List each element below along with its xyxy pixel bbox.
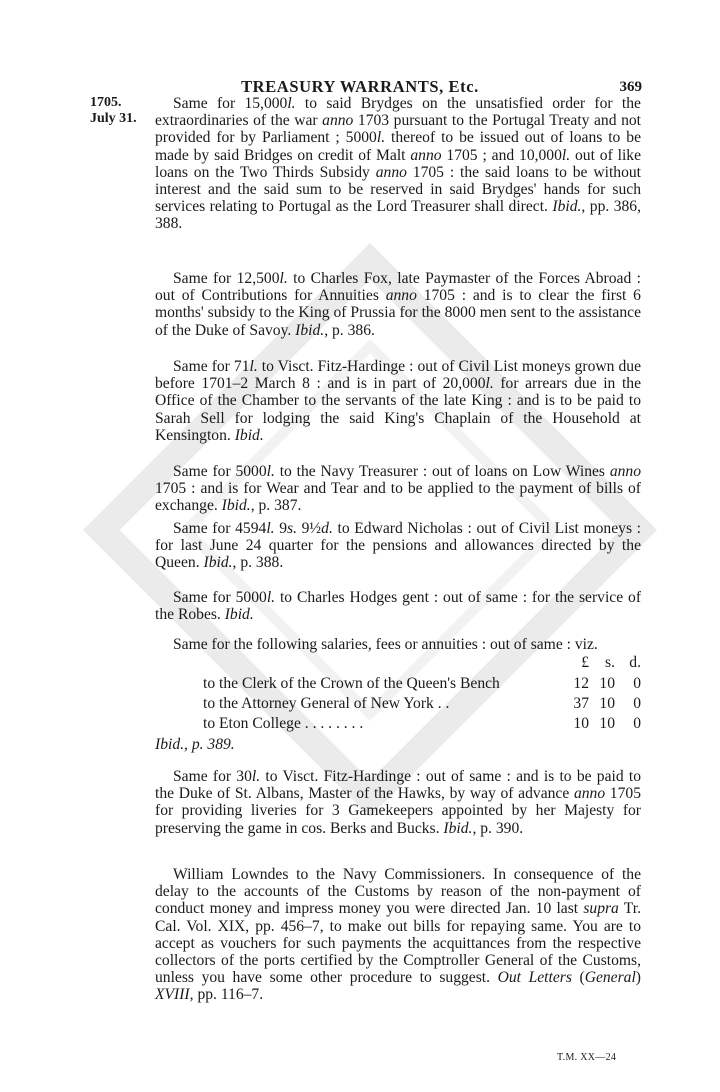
salary-pence: 0 — [633, 675, 641, 692]
salary-pounds: 12 — [573, 675, 589, 692]
warrant-paragraph-nicholas: Same for 4594l. 9s. 9½d. to Edward Nicholas : out of Civil List moneys : for last June 24 quarter for the pensions and allowances directed by the Queen. Ibid., p. 388. — [155, 520, 641, 572]
warrant-paragraph-fox: Same for 12,500l. to Charles Fox, late Paymaster of the Forces Abroad : out of Contributions for Annuities anno 1705 : and is to clear the first 6 months' subsidy to the King of Prussia for the 8000 men sent to the assistance of the Duke of Savoy. Ibid., p. 386. — [155, 270, 641, 339]
salary-row — [155, 715, 641, 732]
salary-description: to the Attorney General of New York . . — [203, 695, 450, 712]
salary-pounds: 10 — [573, 715, 589, 732]
running-header-title: TREASURY WARRANTS, Etc. — [241, 77, 479, 96]
letter-paragraph-lowndes: William Lowndes to the Navy Commissioners. In consequence of the delay to the accounts of the Customs by reason of the non-payment of conduct money and impress money you were directed Jan. 10 last supra Tr. Cal. Vol. XIX, pp. 456–7, to make out bills for repaying same. You are to accept as vouchers for such payments the acquittances from the respective collectors of the ports certified by the Comptroller General of the Customs, unless you have some other procedure to suggest. Out Letters (General) XVIII, pp. 116–7. — [155, 866, 641, 1004]
salary-shillings: 10 — [599, 695, 615, 712]
margin-year: 1705. — [90, 95, 122, 110]
column-header-shillings: s. — [605, 654, 615, 671]
warrant-paragraph-hodges: Same for 5000l. to Charles Hodges gent : out of same : for the service of the Robes. Ibid. — [155, 589, 642, 624]
salary-row — [155, 675, 641, 692]
salary-pence: 0 — [633, 715, 641, 732]
salaries-reference: Ibid., p. 389. — [155, 736, 235, 753]
salary-pence: 0 — [633, 695, 641, 712]
warrant-paragraph-hawks: Same for 30l. to Visct. Fitz-Hardinge : out of same : and is to be paid to the Duke of St. Albans, Master of the Hawks, by way of advance anno 1705 for providing liveries for 3 Gamekeepers appointed by her Majesty for preserving the game in cos. Berks and Bucks. Ibid., p. 390. — [155, 768, 642, 837]
salaries-header-row — [155, 654, 641, 671]
warrant-paragraph-navy-treasurer: Same for 5000l. to the Navy Treasurer : out of loans on Low Wines anno 1705 : and is for Wear and Tear and to be applied to the payment of bills of exchange. Ibid., p. 387. — [155, 463, 641, 515]
margin-date: July 31. — [90, 111, 137, 126]
signature-mark: T.M. XX—24 — [557, 1052, 617, 1063]
salary-pounds: 37 — [573, 695, 589, 712]
salary-shillings: 10 — [599, 675, 615, 692]
column-header-pence: d. — [629, 654, 641, 671]
salary-row — [155, 695, 641, 712]
page-number: 369 — [619, 79, 642, 95]
warrant-paragraph-salaries-intro: Same for the following salaries, fees or annuities : out of same : viz. — [173, 636, 598, 653]
salary-shillings: 10 — [599, 715, 615, 732]
salary-description: to Eton College . . . . . . . . — [203, 715, 364, 732]
warrant-paragraph-fitz-hardinge-chaplain: Same for 71l. to Visct. Fitz-Hardinge : out of Civil List moneys grown due before 1701–2 March 8 : and is in part of 20,000l. for arrears due in the Office of the Chamber to the servants of the late King : and is to be paid to Sarah Sell for lodging the said King's Chaplain of the Household at Kensington. Ibid. — [155, 358, 642, 444]
salary-description: to the Clerk of the Crown of the Queen's Bench — [203, 675, 500, 692]
column-header-pounds: £ — [581, 654, 589, 671]
warrant-paragraph-brydges: Same for 15,000l. to said Brydges on the unsatisfied order for the extraordinaries of the war anno 1703 pursuant to the Portugal Treaty and not provided for by Parliament ; 5000l. thereof to be issued out of loans to be made by said Bridges on credit of Malt anno 1705 ; and 10,000l. out of like loans on the Two Thirds Subsidy anno 1705 : the said loans to be without interest and the said sum to be reserved in said Brydges' hands for such services relating to Portugal as the Lord Treasurer shall direct. Ibid., pp. 386, 388. — [155, 95, 642, 233]
